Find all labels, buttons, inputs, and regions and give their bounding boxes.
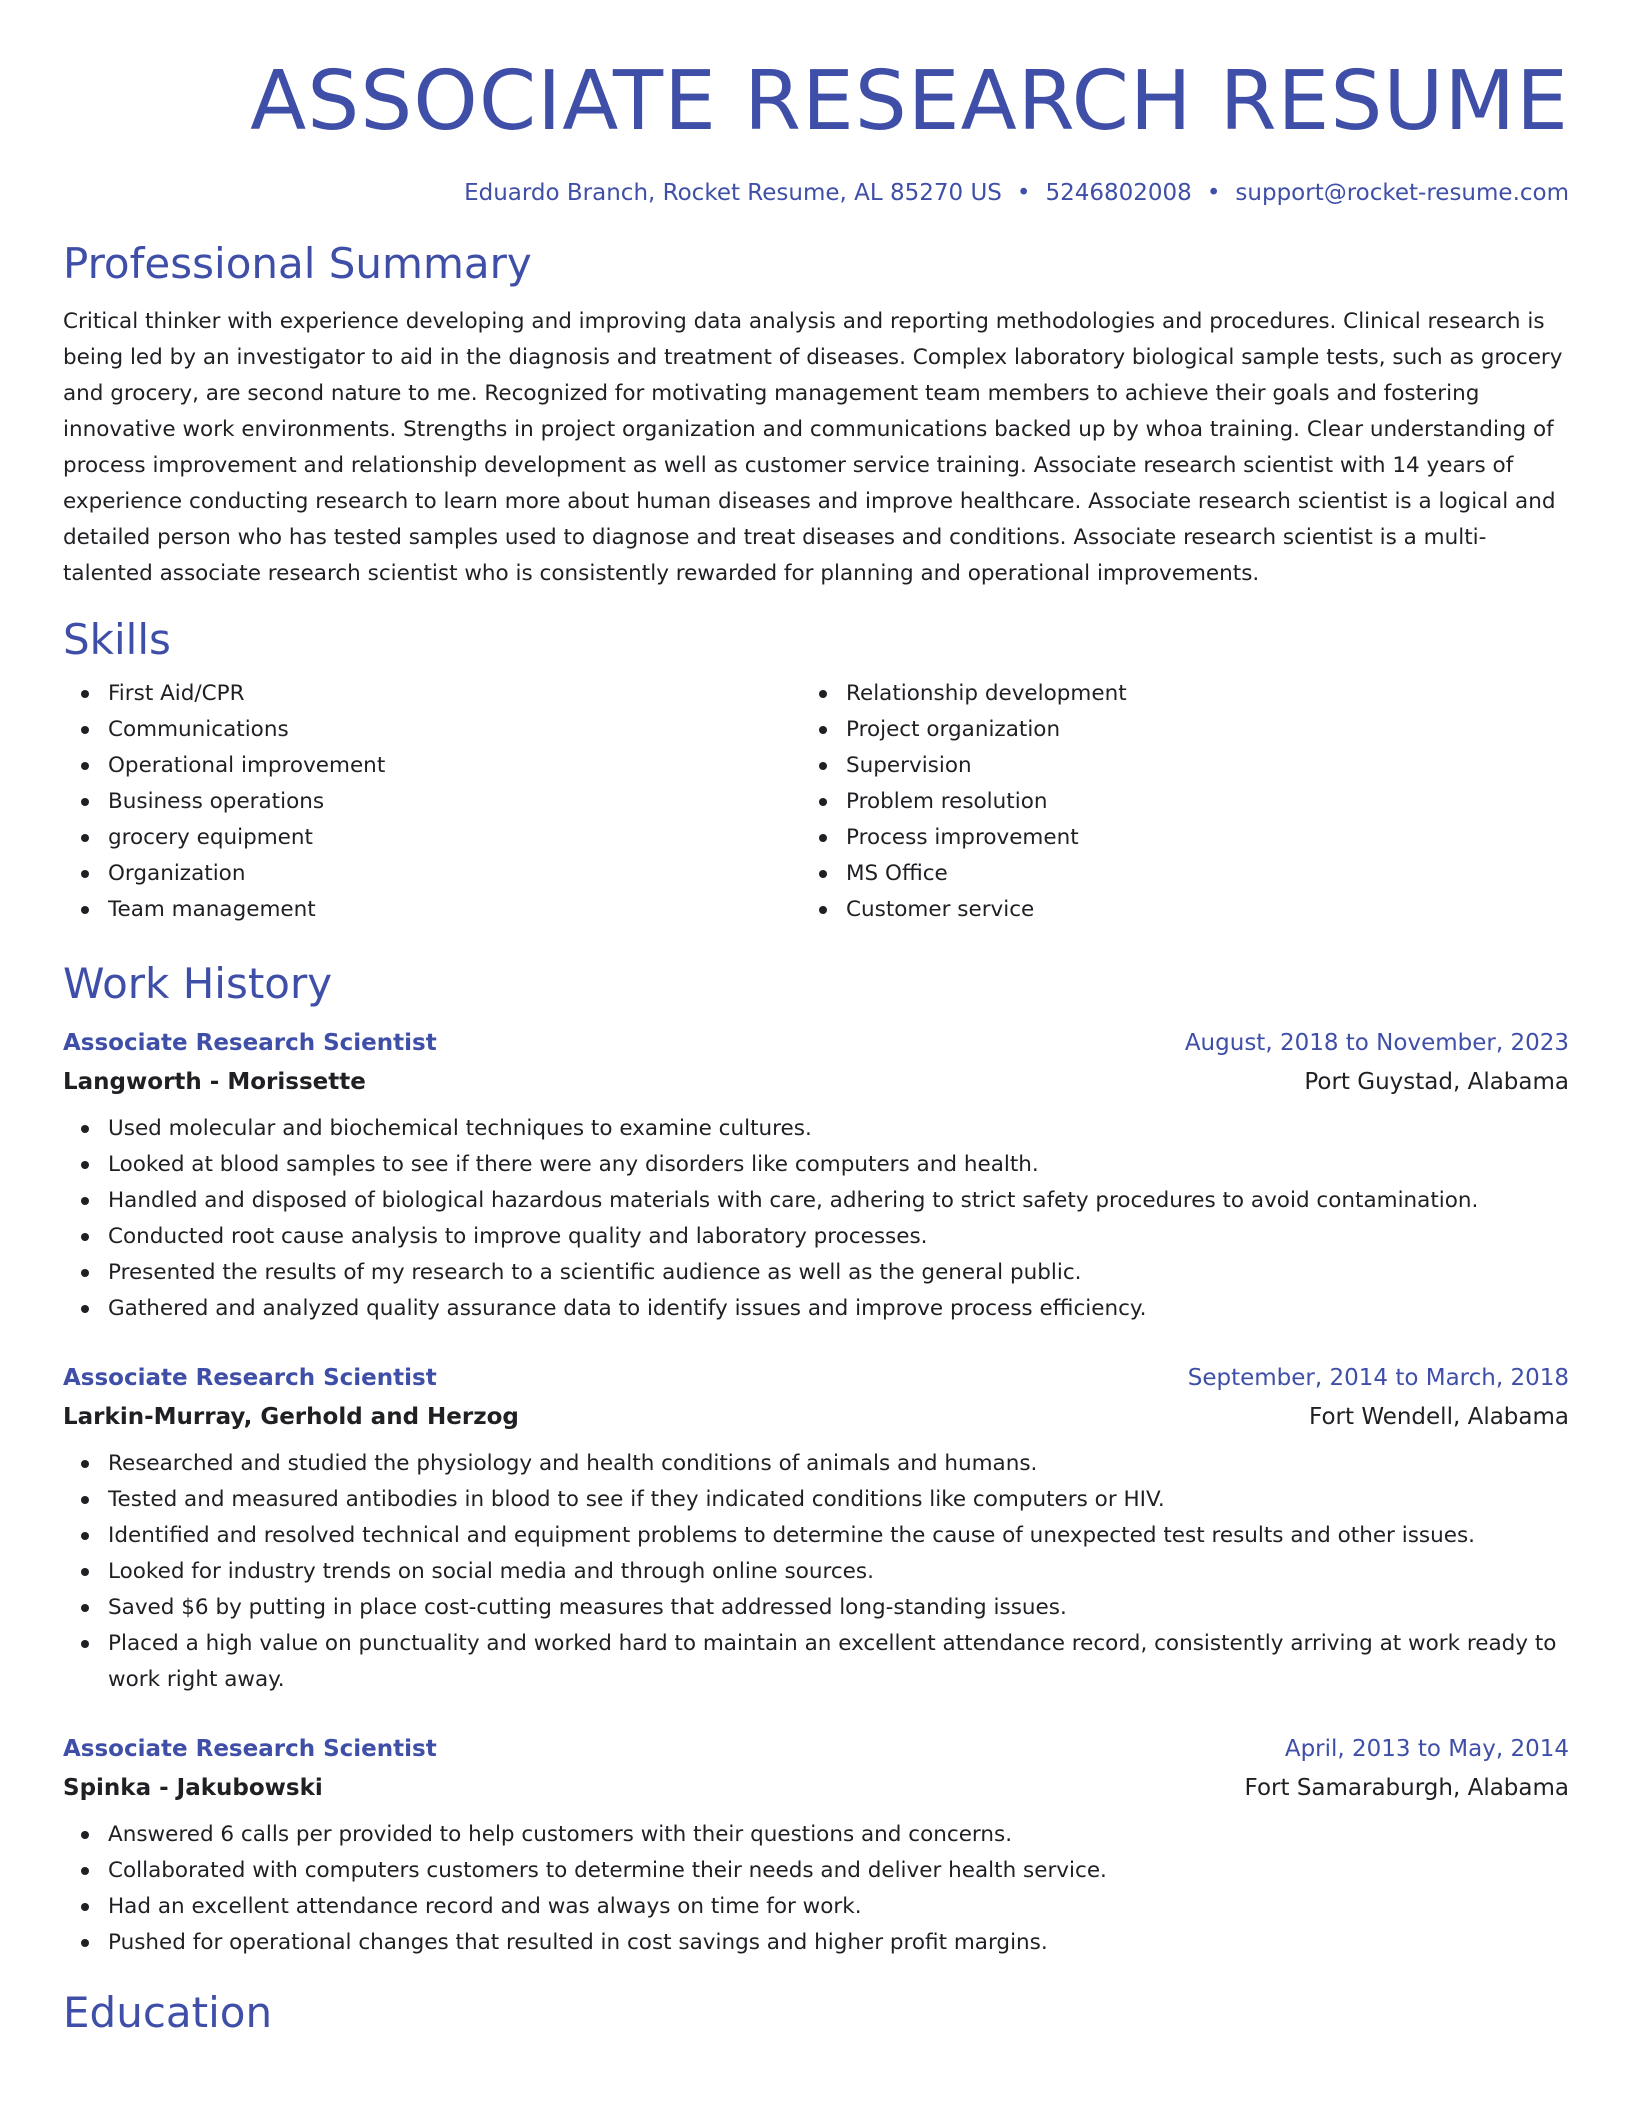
job-bullet: Answered 6 calls per provided to help customers with their questions and concerns. — [63, 1817, 1569, 1853]
job-bullet: Tested and measured antibodies in blood to see if they indicated conditions like computers or HIV. — [63, 1482, 1569, 1518]
job-bullet: Researched and studied the physiology and health conditions of animals and humans. — [63, 1446, 1569, 1482]
job-bullet: Used molecular and biochemical techniques to examine cultures. — [63, 1111, 1569, 1147]
job-title: Associate Research Scientist — [63, 1365, 437, 1391]
job-bullets — [63, 1111, 1569, 1327]
job-bullet: Identified and resolved technical and equipment problems to determine the cause of unexpected test results and other issues. — [63, 1518, 1569, 1554]
skills-list — [63, 676, 1569, 928]
skill-item: Process improvement — [801, 820, 1127, 856]
summary-heading: Professional Summary — [63, 239, 532, 288]
skills-heading: Skills — [63, 615, 171, 664]
job-bullet: Had an excellent attendance record and was always on time for work. — [63, 1889, 1569, 1925]
job-entry — [63, 1734, 1569, 1961]
job-company-row — [63, 1393, 1569, 1432]
education-heading: Education — [63, 1988, 273, 2037]
job-title: Associate Research Scientist — [63, 1030, 437, 1056]
contact-separator: • — [1016, 180, 1031, 206]
skills-column-left — [63, 676, 801, 928]
skill-item: MS Office — [801, 856, 1127, 892]
job-bullets — [63, 1817, 1569, 1961]
job-bullet: Looked for industry trends on social media and through online sources. — [63, 1554, 1569, 1590]
job-company: Spinka - Jakubowski — [63, 1775, 323, 1801]
contact-separator: • — [1206, 180, 1221, 206]
contact-address: Eduardo Branch, Rocket Resume, AL 85270 US — [464, 180, 1002, 206]
skill-item: Project organization — [801, 712, 1127, 748]
skill-item: Business operations — [63, 784, 801, 820]
job-bullet: Pushed for operational changes that resulted in cost savings and higher profit margins. — [63, 1925, 1569, 1961]
job-dates: September, 2014 to March, 2018 — [1187, 1365, 1569, 1391]
job-bullet: Handled and disposed of biological hazardous materials with care, adhering to strict safety procedures to avoid contamination. — [63, 1183, 1569, 1219]
skill-item: First Aid/CPR — [63, 676, 801, 712]
skill-item: Supervision — [801, 748, 1127, 784]
skill-item: Operational improvement — [63, 748, 801, 784]
skills-column-right — [801, 676, 1127, 928]
skill-item: Customer service — [801, 892, 1127, 928]
job-entry — [63, 1363, 1569, 1698]
job-bullets — [63, 1446, 1569, 1698]
job-bullet: Collaborated with computers customers to determine their needs and deliver health service. — [63, 1853, 1569, 1889]
job-entry — [63, 1028, 1569, 1327]
job-bullet: Gathered and analyzed quality assurance data to identify issues and improve process efficiency. — [63, 1291, 1569, 1327]
contact-phone: 5246802008 — [1045, 180, 1192, 206]
job-company: Larkin-Murray, Gerhold and Herzog — [63, 1404, 519, 1430]
job-dates: April, 2013 to May, 2014 — [1284, 1736, 1569, 1762]
job-location: Port Guystad, Alabama — [1304, 1069, 1569, 1095]
job-title-row — [63, 1363, 1569, 1393]
skill-item: grocery equipment — [63, 820, 801, 856]
summary-text: Critical thinker with experience developing and improving data analysis and reporting methodologies and procedures. Clinical research is being led by an investigator to aid in the diagnosis and treatment of diseases. Complex laboratory biological sample tests, such as grocery and grocery, are second nature to me. Recognized for motivating management team members to achieve their goals and fostering innovative work environments. Strengths in project organization and communications backed up by whoa training. Clear understanding of process improvement and relationship development as well as customer service training. Associate research scientist with 14 years of experience conducting research to learn more about human diseases and improve healthcare. Associate research scientist is a logical and detailed person who has tested samples used to diagnose and treat diseases and conditions. Associate research scientist is a multi-talented associate research scientist who is consistently rewarded for planning and operational improvements. — [63, 309, 1563, 586]
job-company: Langworth - Morissette — [63, 1069, 366, 1095]
work-history-heading: Work History — [63, 959, 333, 1008]
job-dates: August, 2018 to November, 2023 — [1184, 1030, 1569, 1056]
job-bullet: Saved $6 by putting in place cost-cutting measures that addressed long-standing issues. — [63, 1590, 1569, 1626]
job-location: Fort Samaraburgh, Alabama — [1244, 1775, 1569, 1801]
skill-item: Problem resolution — [801, 784, 1127, 820]
job-bullet: Presented the results of my research to a scientific audience as well as the general public. — [63, 1255, 1569, 1291]
job-bullet: Conducted root cause analysis to improve quality and laboratory processes. — [63, 1219, 1569, 1255]
skill-item: Relationship development — [801, 676, 1127, 712]
job-title-row — [63, 1028, 1569, 1058]
resume-title: ASSOCIATE RESEARCH RESUME — [250, 54, 1569, 149]
contact-email: support@rocket-resume.com — [1235, 180, 1569, 206]
skill-item: Organization — [63, 856, 801, 892]
job-company-row — [63, 1764, 1569, 1803]
job-bullet: Looked at blood samples to see if there were any disorders like computers and health. — [63, 1147, 1569, 1183]
job-location: Fort Wendell, Alabama — [1309, 1404, 1569, 1430]
job-bullet: Placed a high value on punctuality and worked hard to maintain an excellent attendance record, consistently arriving at work ready to work right away. — [63, 1626, 1569, 1698]
contact-line — [63, 178, 1569, 208]
skill-item: Team management — [63, 892, 801, 928]
job-company-row — [63, 1058, 1569, 1097]
skill-item: Communications — [63, 712, 801, 748]
job-title-row — [63, 1734, 1569, 1764]
job-title: Associate Research Scientist — [63, 1736, 437, 1762]
